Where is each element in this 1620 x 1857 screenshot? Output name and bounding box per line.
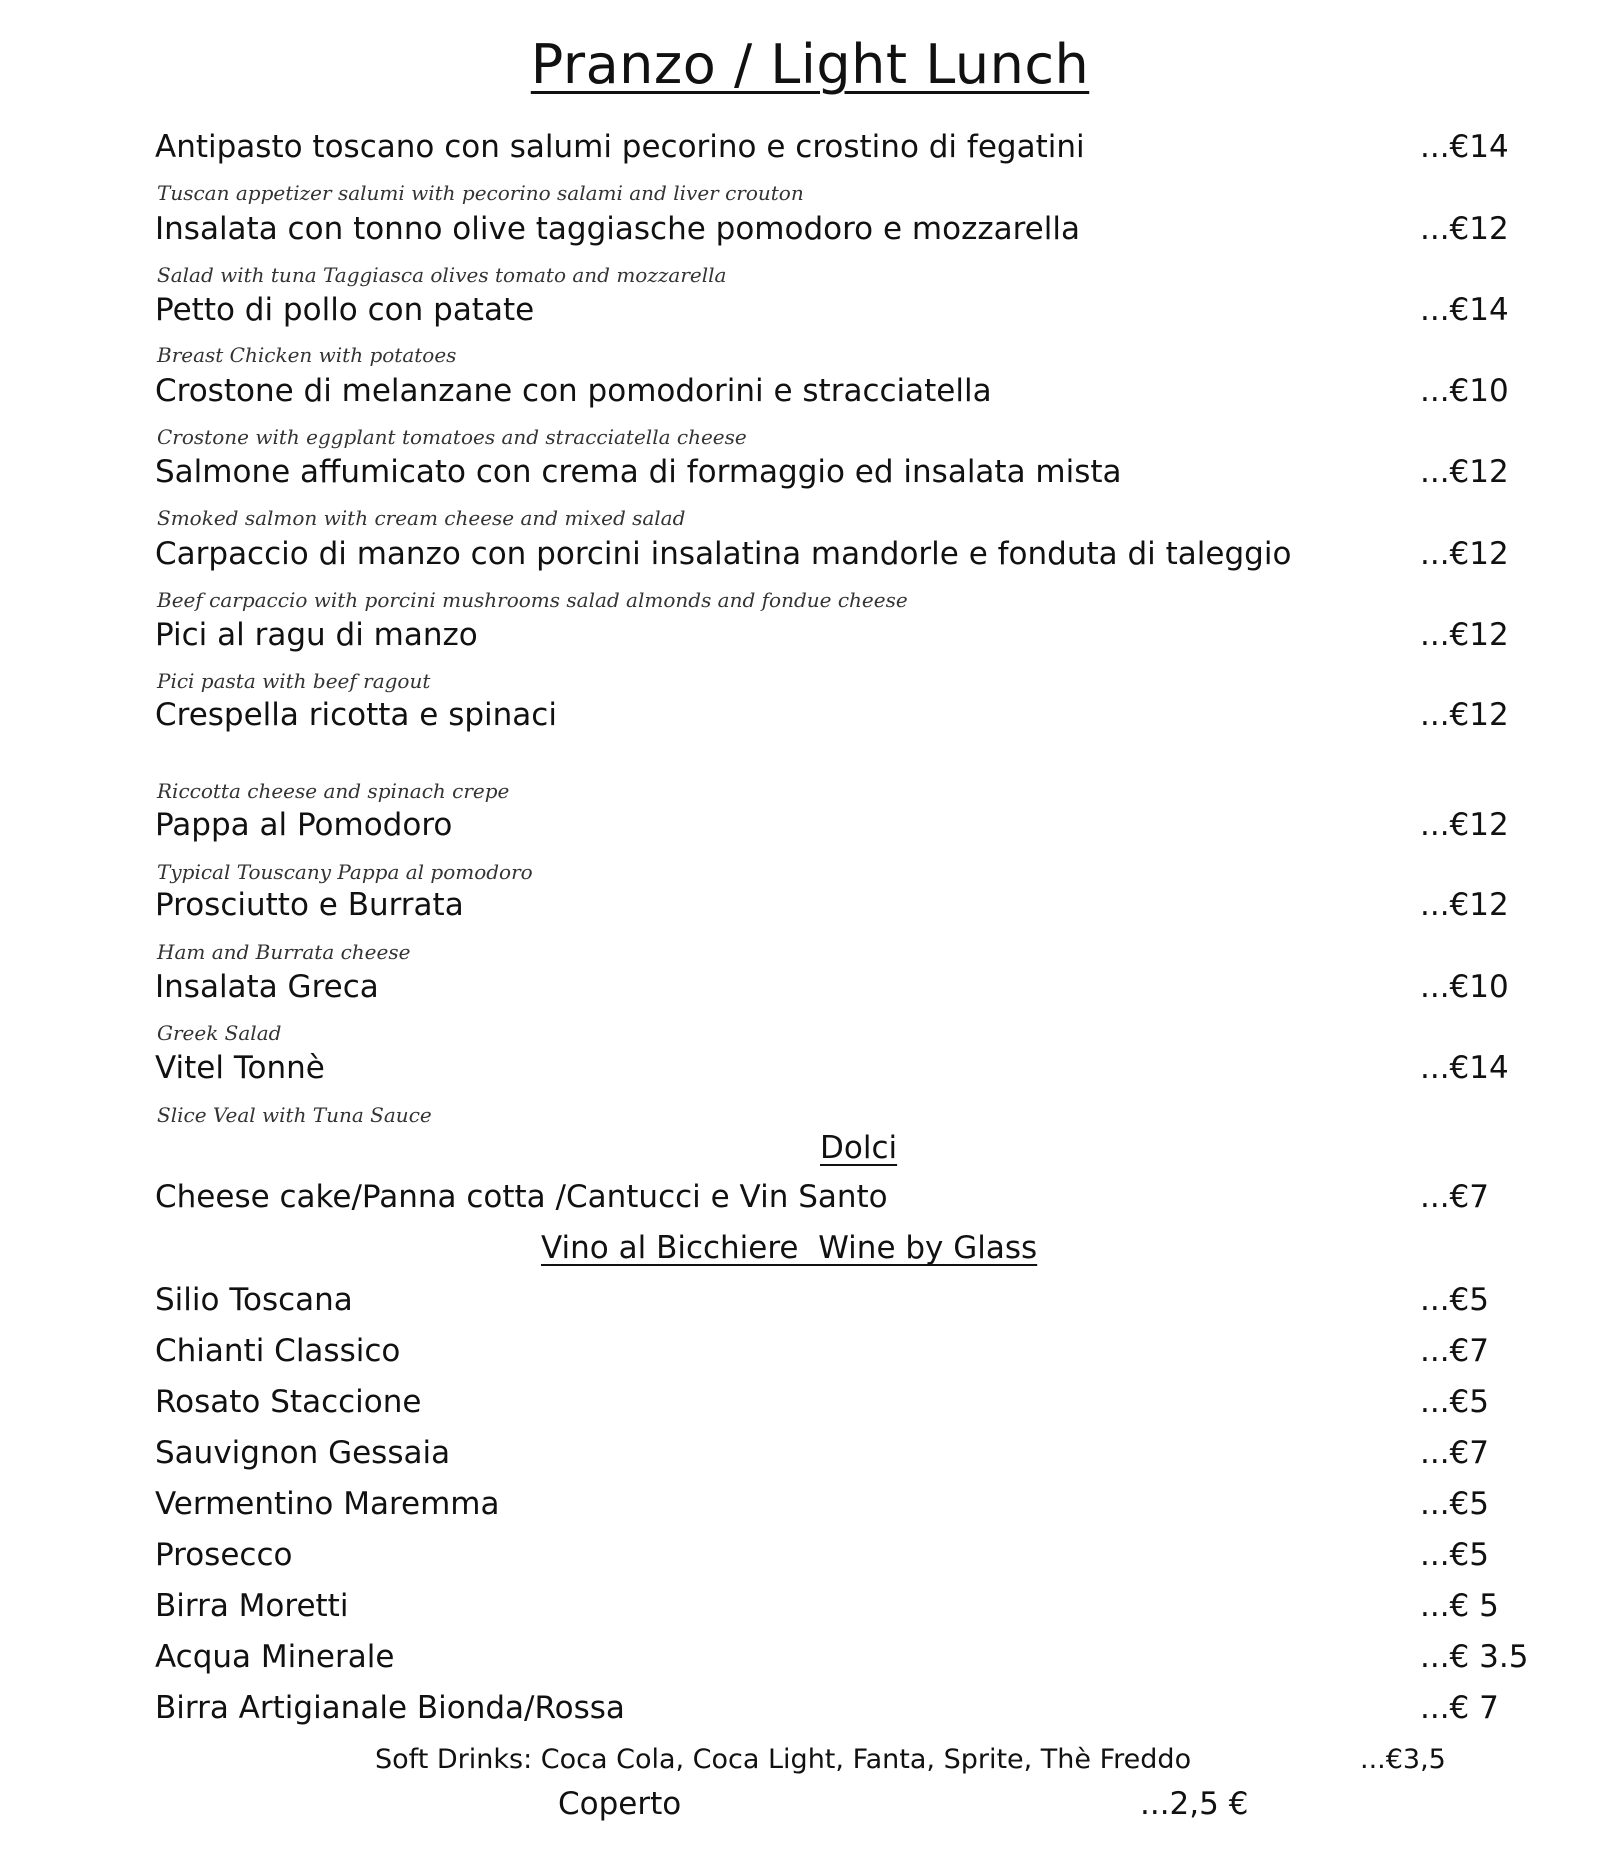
coperto-price: ...2,5 € xyxy=(1140,1786,1249,1822)
item-name: Sauvignon Gessaia xyxy=(155,1435,451,1471)
section-heading-wine: Vino al Bicchiere Wine by Glass xyxy=(541,1230,1038,1266)
item-price: ...€12 xyxy=(1420,454,1509,490)
item-price: ...€12 xyxy=(1420,617,1509,653)
menu-item xyxy=(155,1326,1515,1378)
item-price: ...€12 xyxy=(1420,887,1509,923)
item-name: Petto di pollo con patate xyxy=(155,292,535,328)
item-description: Typical Touscany Pappa al pomodoro xyxy=(157,860,533,884)
item-name: Rosato Staccione xyxy=(155,1384,422,1420)
item-name: Birra Moretti xyxy=(155,1588,349,1624)
item-price: ...€ 3.5 xyxy=(1420,1639,1529,1675)
item-name: Salmone affumicato con crema di formaggio ed insalata mista xyxy=(155,454,1122,490)
item-description: Slice Veal with Tuna Sauce xyxy=(157,1103,432,1127)
menu-item xyxy=(155,122,1515,174)
item-name: Chianti Classico xyxy=(155,1333,401,1369)
item-description: Greek Salad xyxy=(157,1021,282,1045)
menu-item xyxy=(155,1043,1515,1095)
item-price: ...€12 xyxy=(1420,211,1509,247)
item-price: ...€14 xyxy=(1420,292,1509,328)
menu-item xyxy=(155,1683,1515,1735)
item-description: Riccotta cheese and spinach crepe xyxy=(157,779,510,803)
item-description: Ham and Burrata cheese xyxy=(157,940,411,964)
item-name: Insalata con tonno olive taggiasche pomodoro e mozzarella xyxy=(155,211,1080,247)
item-name: Crostone di melanzane con pomodorini e stracciatella xyxy=(155,373,992,409)
item-price: ...€10 xyxy=(1420,969,1509,1005)
menu-item xyxy=(155,204,1515,256)
item-price: ...€14 xyxy=(1420,1050,1509,1086)
menu-item xyxy=(155,1479,1515,1531)
item-name: Birra Artigianale Bionda/Rossa xyxy=(155,1690,625,1726)
item-name: Prosciutto e Burrata xyxy=(155,887,464,923)
menu-item xyxy=(155,880,1515,932)
item-description: Crostone with eggplant tomatoes and stracciatella cheese xyxy=(157,425,747,449)
item-name: Pici al ragu di manzo xyxy=(155,617,478,653)
item-name: Prosecco xyxy=(155,1537,293,1573)
menu-title: Pranzo / Light Lunch xyxy=(530,33,1090,96)
menu-item xyxy=(155,1581,1515,1633)
section-heading-dolci: Dolci xyxy=(820,1130,898,1166)
menu-item xyxy=(155,1275,1515,1327)
soft-drinks-label: Soft Drinks: Coca Cola, Coca Light, Fanta, Sprite, Thè Freddo xyxy=(375,1744,1192,1775)
item-name: Silio Toscana xyxy=(155,1282,353,1318)
item-name: Crespella ricotta e spinaci xyxy=(155,697,557,733)
item-description: Pici pasta with beef ragout xyxy=(157,669,431,693)
item-price: ...€ 7 xyxy=(1420,1690,1499,1726)
item-price: ...€5 xyxy=(1420,1537,1490,1573)
menu-item xyxy=(155,1530,1515,1582)
menu-item xyxy=(155,962,1515,1014)
item-name: Cheese cake/Panna cotta /Cantucci e Vin Santo xyxy=(155,1179,888,1215)
menu-item xyxy=(155,447,1515,499)
item-price: ...€10 xyxy=(1420,373,1509,409)
menu-item xyxy=(155,1632,1529,1684)
item-name: Antipasto toscano con salumi pecorino e crostino di fegatini xyxy=(155,129,1085,165)
item-name: Vermentino Maremma xyxy=(155,1486,500,1522)
item-description: Tuscan appetizer salumi with pecorino salami and liver crouton xyxy=(157,181,804,205)
item-description: Smoked salmon with cream cheese and mixed salad xyxy=(157,506,686,530)
coperto-label: Coperto xyxy=(558,1786,682,1822)
menu-item xyxy=(155,610,1515,662)
item-price: ...€12 xyxy=(1420,807,1509,843)
menu-item xyxy=(155,285,1515,337)
soft-drinks-price: ...€3,5 xyxy=(1360,1744,1446,1775)
item-name: Vitel Tonnè xyxy=(155,1050,325,1086)
item-price: ...€12 xyxy=(1420,536,1509,572)
item-price: ...€ 5 xyxy=(1420,1588,1499,1624)
item-name: Carpaccio di manzo con porcini insalatina mandorle e fonduta di taleggio xyxy=(155,536,1292,572)
item-description: Salad with tuna Taggiasca olives tomato and mozzarella xyxy=(157,263,727,287)
menu-item xyxy=(155,800,1515,852)
menu-item xyxy=(155,690,1515,742)
menu-item xyxy=(155,366,1515,418)
item-name: Acqua Minerale xyxy=(155,1639,395,1675)
item-description: Beef carpaccio with porcini mushrooms salad almonds and fondue cheese xyxy=(157,588,908,612)
item-price: ...€14 xyxy=(1420,129,1509,165)
menu-item xyxy=(155,1377,1515,1429)
item-price: ...€7 xyxy=(1420,1435,1490,1471)
item-name: Insalata Greca xyxy=(155,969,379,1005)
item-description: Breast Chicken with potatoes xyxy=(157,343,457,367)
menu-item xyxy=(155,1428,1515,1480)
item-price: ...€5 xyxy=(1420,1384,1490,1420)
item-name: Pappa al Pomodoro xyxy=(155,807,453,843)
menu-item xyxy=(155,529,1515,581)
item-price: ...€7 xyxy=(1420,1179,1490,1215)
item-price: ...€5 xyxy=(1420,1486,1490,1522)
menu-item xyxy=(155,1172,1515,1224)
item-price: ...€7 xyxy=(1420,1333,1490,1369)
item-price: ...€12 xyxy=(1420,697,1509,733)
item-price: ...€5 xyxy=(1420,1282,1490,1318)
